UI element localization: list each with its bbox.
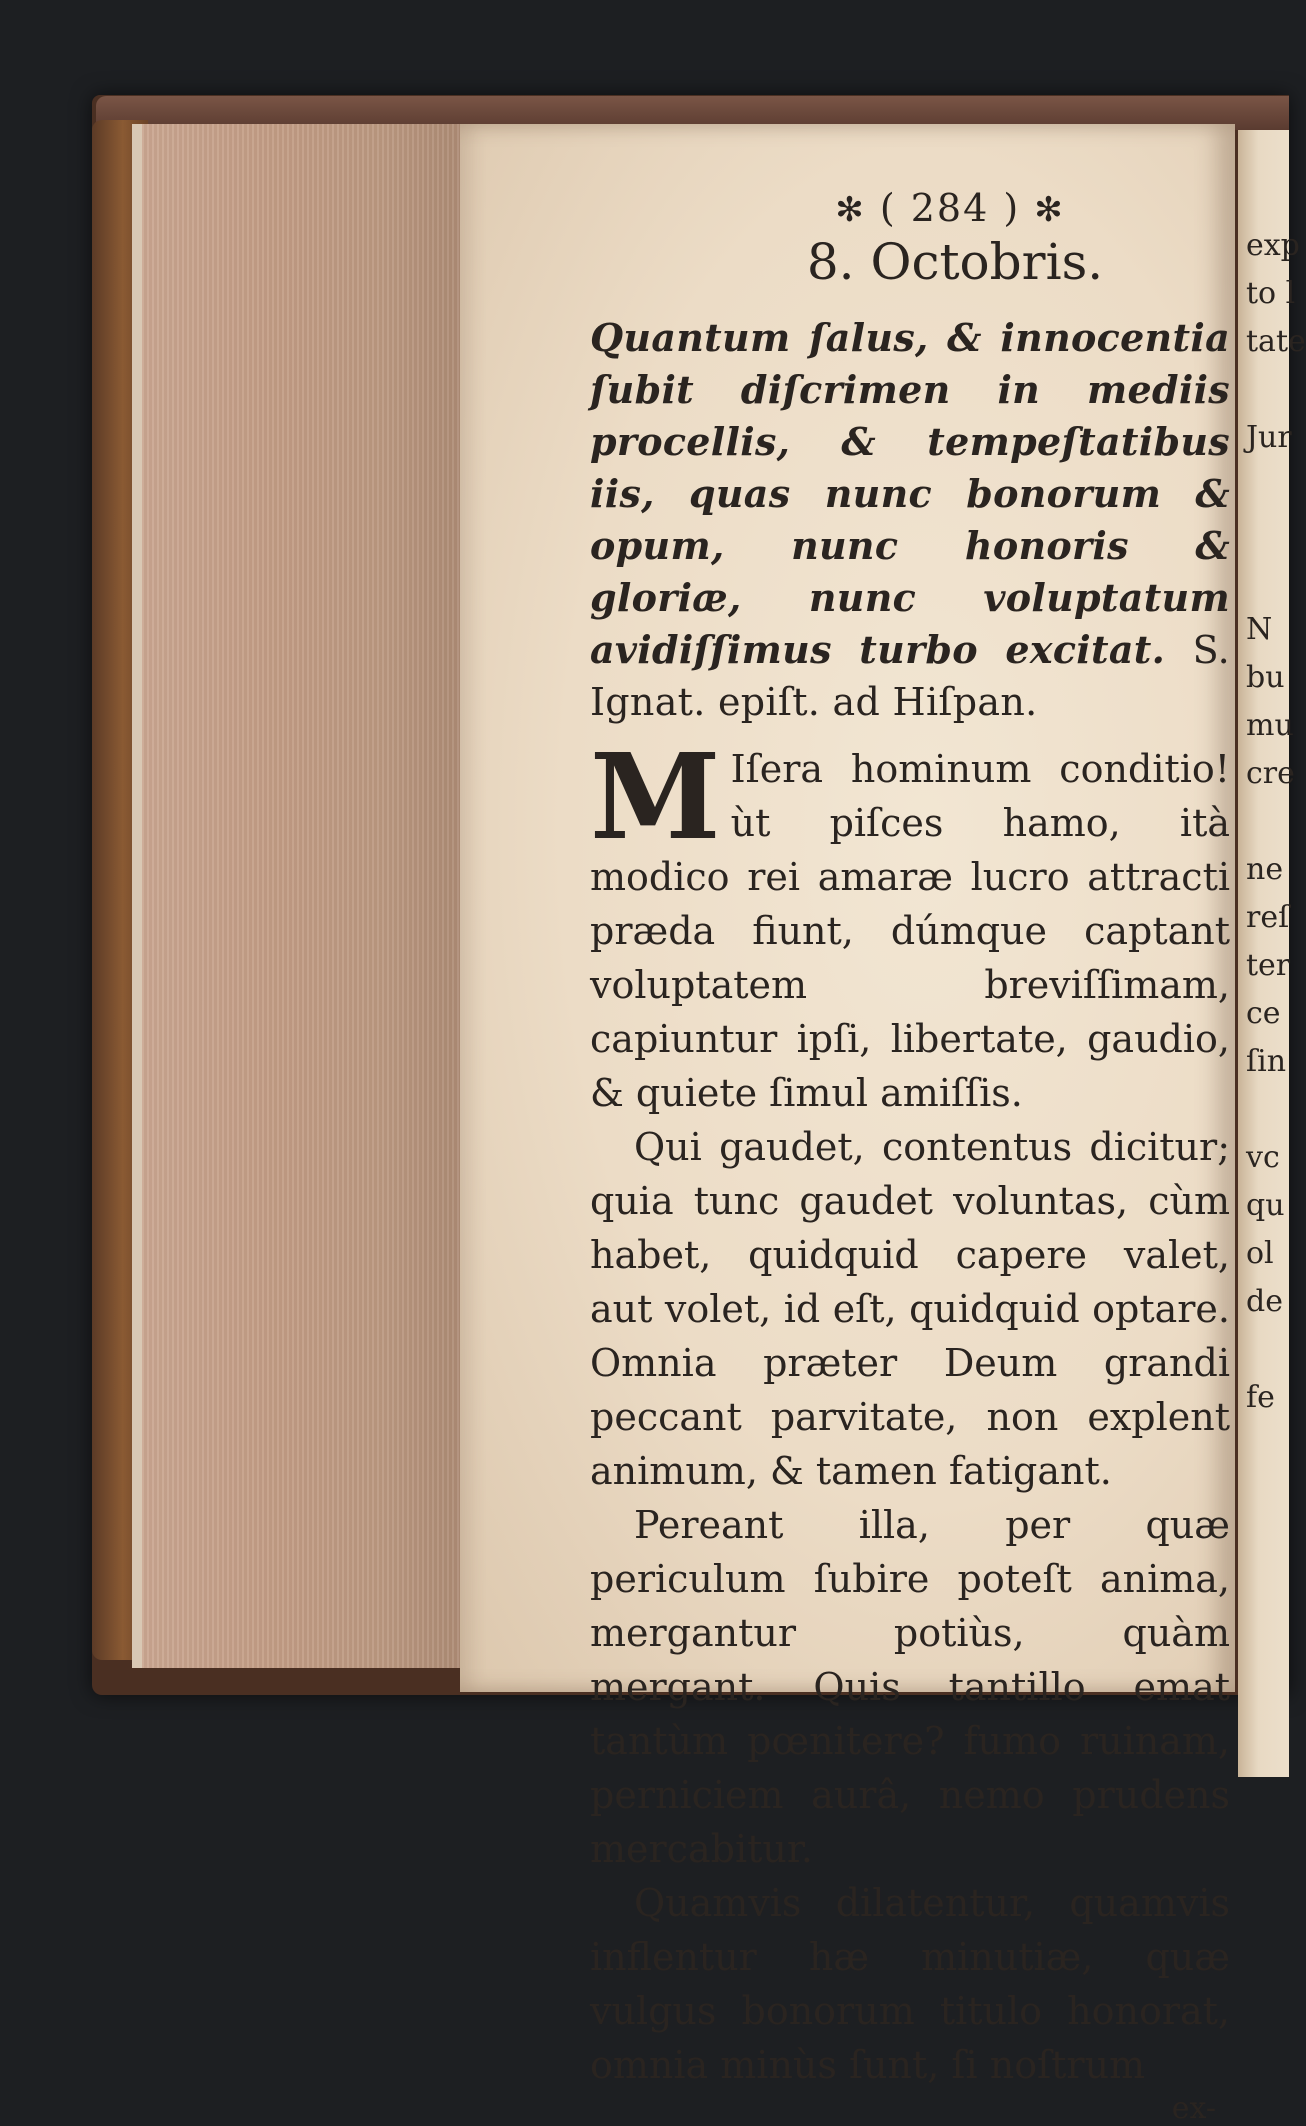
- facing-page-fragment: Jur: [1246, 420, 1292, 455]
- page-number: ( 284 ): [879, 186, 1021, 230]
- date-heading: 8. Octobris.: [806, 233, 1104, 291]
- facing-page-fragment: [1246, 366, 1289, 414]
- facing-page-fragment: [1246, 462, 1289, 510]
- ornament-left-icon: ✻: [835, 190, 866, 230]
- paragraph-2: Qui gaudet, contentus dicitur; quia tunc gaudet voluntas, cùm habet, quidquid capere valet, aut volet, id eſt, quidquid optare. Omnia præter Deum grandi peccant parvitate, non explent animum, & tamen fatigant.: [590, 1125, 1230, 1493]
- facing-page-fragment: ſin: [1246, 1044, 1287, 1079]
- ornament-right-icon: ✻: [1034, 190, 1065, 230]
- facing-page-fragment: [1246, 510, 1289, 558]
- facing-page-fragment: mu: [1246, 708, 1294, 743]
- paragraph-1: [590, 727, 1230, 1120]
- motto-source: S. Ignat. epiſt. ad Hiſpan.: [590, 628, 1230, 724]
- catchword: ex-: [1171, 2091, 1216, 2126]
- paragraph-4: Quamvis dilatentur, quamvis inflentur hæ minutiæ, quæ vulgus bonorum titulo honorat, omnia minùs ſunt, ſi noſtrum: [590, 1881, 1230, 2087]
- motto-text: Quantum ſalus, & innocentia ſubit diſcrimen in mediis procellis, & tempeſtatibus iis, quas nunc bonorum & opum, nunc honoris & gloriæ, nunc voluptatum avidiſſimus turbo excitat.: [590, 315, 1230, 672]
- facing-page-fragment: qu: [1246, 1188, 1285, 1223]
- facing-page-fragment: exp: [1246, 228, 1300, 263]
- motto: [590, 312, 1230, 728]
- facing-page-fragment: ne: [1246, 852, 1284, 887]
- facing-page-fragment: ce: [1246, 996, 1281, 1031]
- facing-page-fragment: to l: [1246, 276, 1296, 311]
- page-header: [670, 186, 1230, 230]
- facing-page-fragment: cre: [1246, 756, 1295, 791]
- facing-page-fragment: ol: [1246, 1236, 1274, 1271]
- facing-page-fragment: [1246, 1086, 1289, 1134]
- facing-page-fragment: fe: [1246, 1380, 1275, 1415]
- page-block-edge: [132, 124, 490, 1668]
- facing-page-fragment: N: [1246, 612, 1273, 647]
- facing-page-fragment: ter: [1246, 948, 1291, 983]
- facing-page-fragment: vc: [1246, 1140, 1280, 1175]
- facing-page-fragment: bu: [1246, 660, 1285, 695]
- facing-page-fragment: de: [1246, 1284, 1283, 1319]
- facing-page-fragment: [1246, 798, 1289, 846]
- facing-page-fragment: [1246, 558, 1289, 606]
- facing-page: [1238, 130, 1306, 1777]
- body-text: [590, 727, 1230, 2126]
- paragraph-1-text: Iſera hominum conditio! ùt piſces hamo, ità modico rei amaræ lucro attracti præda fiunt, dúmque captant voluptatem breviſſimam, capiuntur ipſi, libertate, gaudio, & quiete ſimul amiſſis.: [590, 747, 1230, 1115]
- drop-cap: M: [590, 727, 721, 866]
- facing-page-fragment: [1246, 1326, 1289, 1374]
- paragraph-3: Pereant illa, per quæ periculum ſubire poteſt anima, mergantur potiùs, quàm mergant. Quis tantillo emat tantùm pœnitere? fumo ruinam, perniciem aurâ, nemo prudens mercabitur.: [590, 1503, 1230, 1871]
- facing-page-fragment: reſ: [1246, 900, 1290, 935]
- page-text: [590, 186, 1230, 2126]
- facing-page-fragment: tate: [1246, 324, 1306, 359]
